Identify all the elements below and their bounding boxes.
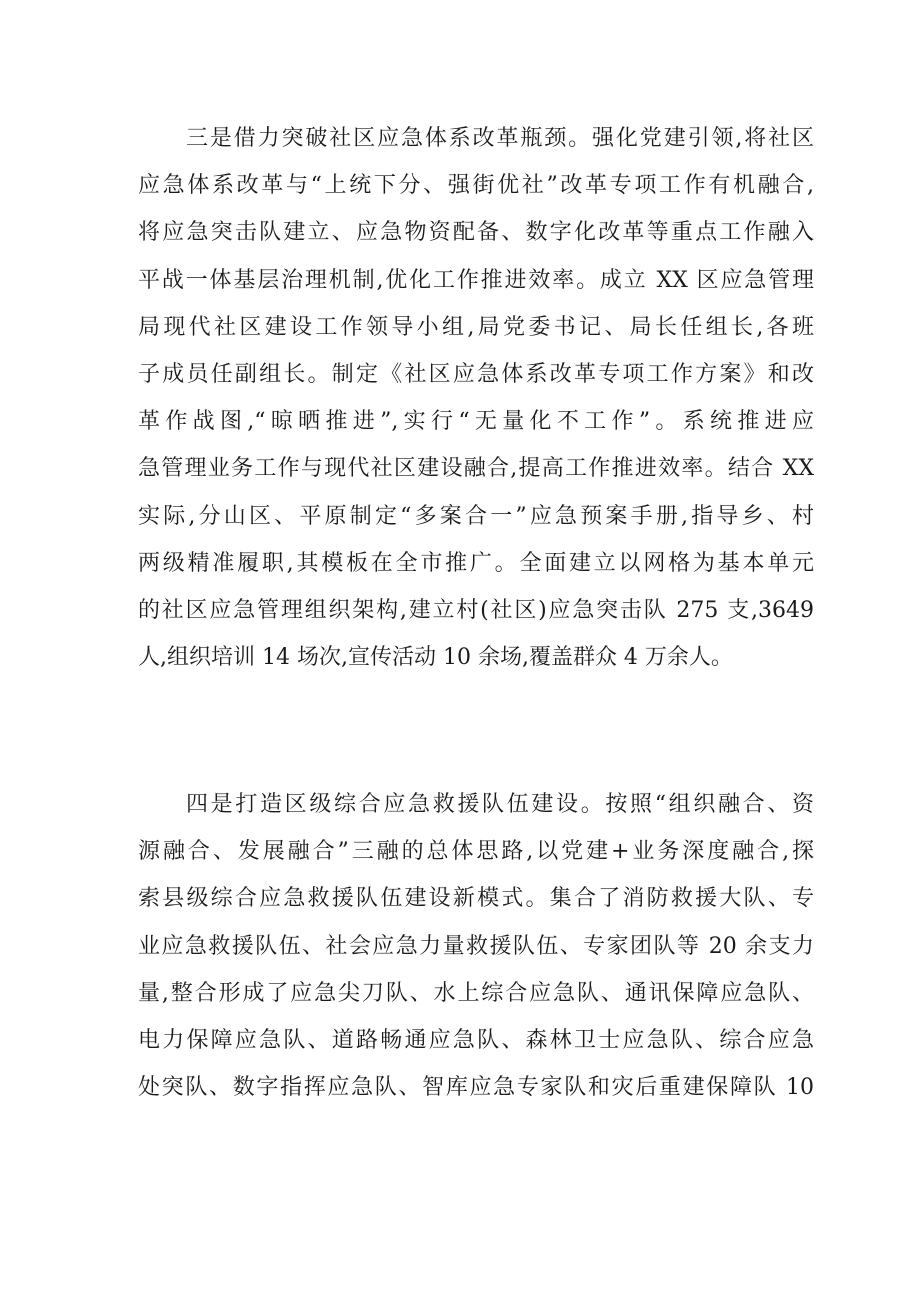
paragraph-line: 业应急救援队伍、社会应急力量救援队伍、专家团队等 20 余支力 [138,933,814,959]
paragraph-line: 的社区应急管理组织架构,建立村(社区)应急突击队 275 支,3649 [138,597,814,623]
paragraph-line: 革作战图,“晾晒推进”,实行“无量化不工作”。系统推进应 [138,409,814,435]
paragraph-line: 平战一体基层治理机制,优化工作推进效率。成立 XX 区应急管理 [138,267,814,293]
paragraph-line: 应急体系改革与“上统下分、强街优社”改革专项工作有机融合, [138,173,814,199]
paragraph-line: 实际,分山区、平原制定“多案合一”应急预案手册,指导乡、村 [138,503,814,529]
paragraph-line: 局现代社区建设工作领导小组,局党委书记、局长任组长,各班 [138,314,814,340]
paragraph-line: 索县级综合应急救援队伍建设新模式。集合了消防救援大队、专 [138,886,814,912]
paragraph-line: 两级精准履职,其模板在全市推广。全面建立以网格为基本单元 [138,550,814,576]
paragraph-line: 急管理业务工作与现代社区建设融合,提高工作推进效率。结合 XX [138,456,814,482]
paragraph-line: 人,组织培训 14 场次,宣传活动 10 余场,覆盖群众 4 万余人。 [138,645,733,671]
paragraph-line: 电力保障应急队、道路畅通应急队、森林卫士应急队、综合应急 [138,1027,814,1053]
paragraph-line: 子成员任副组长。制定《社区应急体系改革专项工作方案》和改 [138,361,814,387]
paragraph-district-rescue-team [138,781,814,1111]
paragraph-line: 量,整合形成了应急尖刀队、水上综合应急队、通讯保障应急队、 [138,980,814,1006]
paragraph-line: 将应急突击队建立、应急物资配备、数字化改革等重点工作融入 [138,220,814,246]
paragraph-line: 三是借力突破社区应急体系改革瓶颈。强化党建引领,将社区 [186,126,814,151]
paragraph-community-emergency-reform [138,115,814,681]
paragraph-line: 源融合、发展融合”三融的总体思路,以党建+业务深度融合,探 [138,839,814,865]
paragraph-line: 处突队、数字指挥应急队、智库应急专家队和灾后重建保障队 10 [138,1075,814,1101]
paragraph-line: 四是打造区级综合应急救援队伍建设。按照“组织融合、资 [186,792,814,817]
